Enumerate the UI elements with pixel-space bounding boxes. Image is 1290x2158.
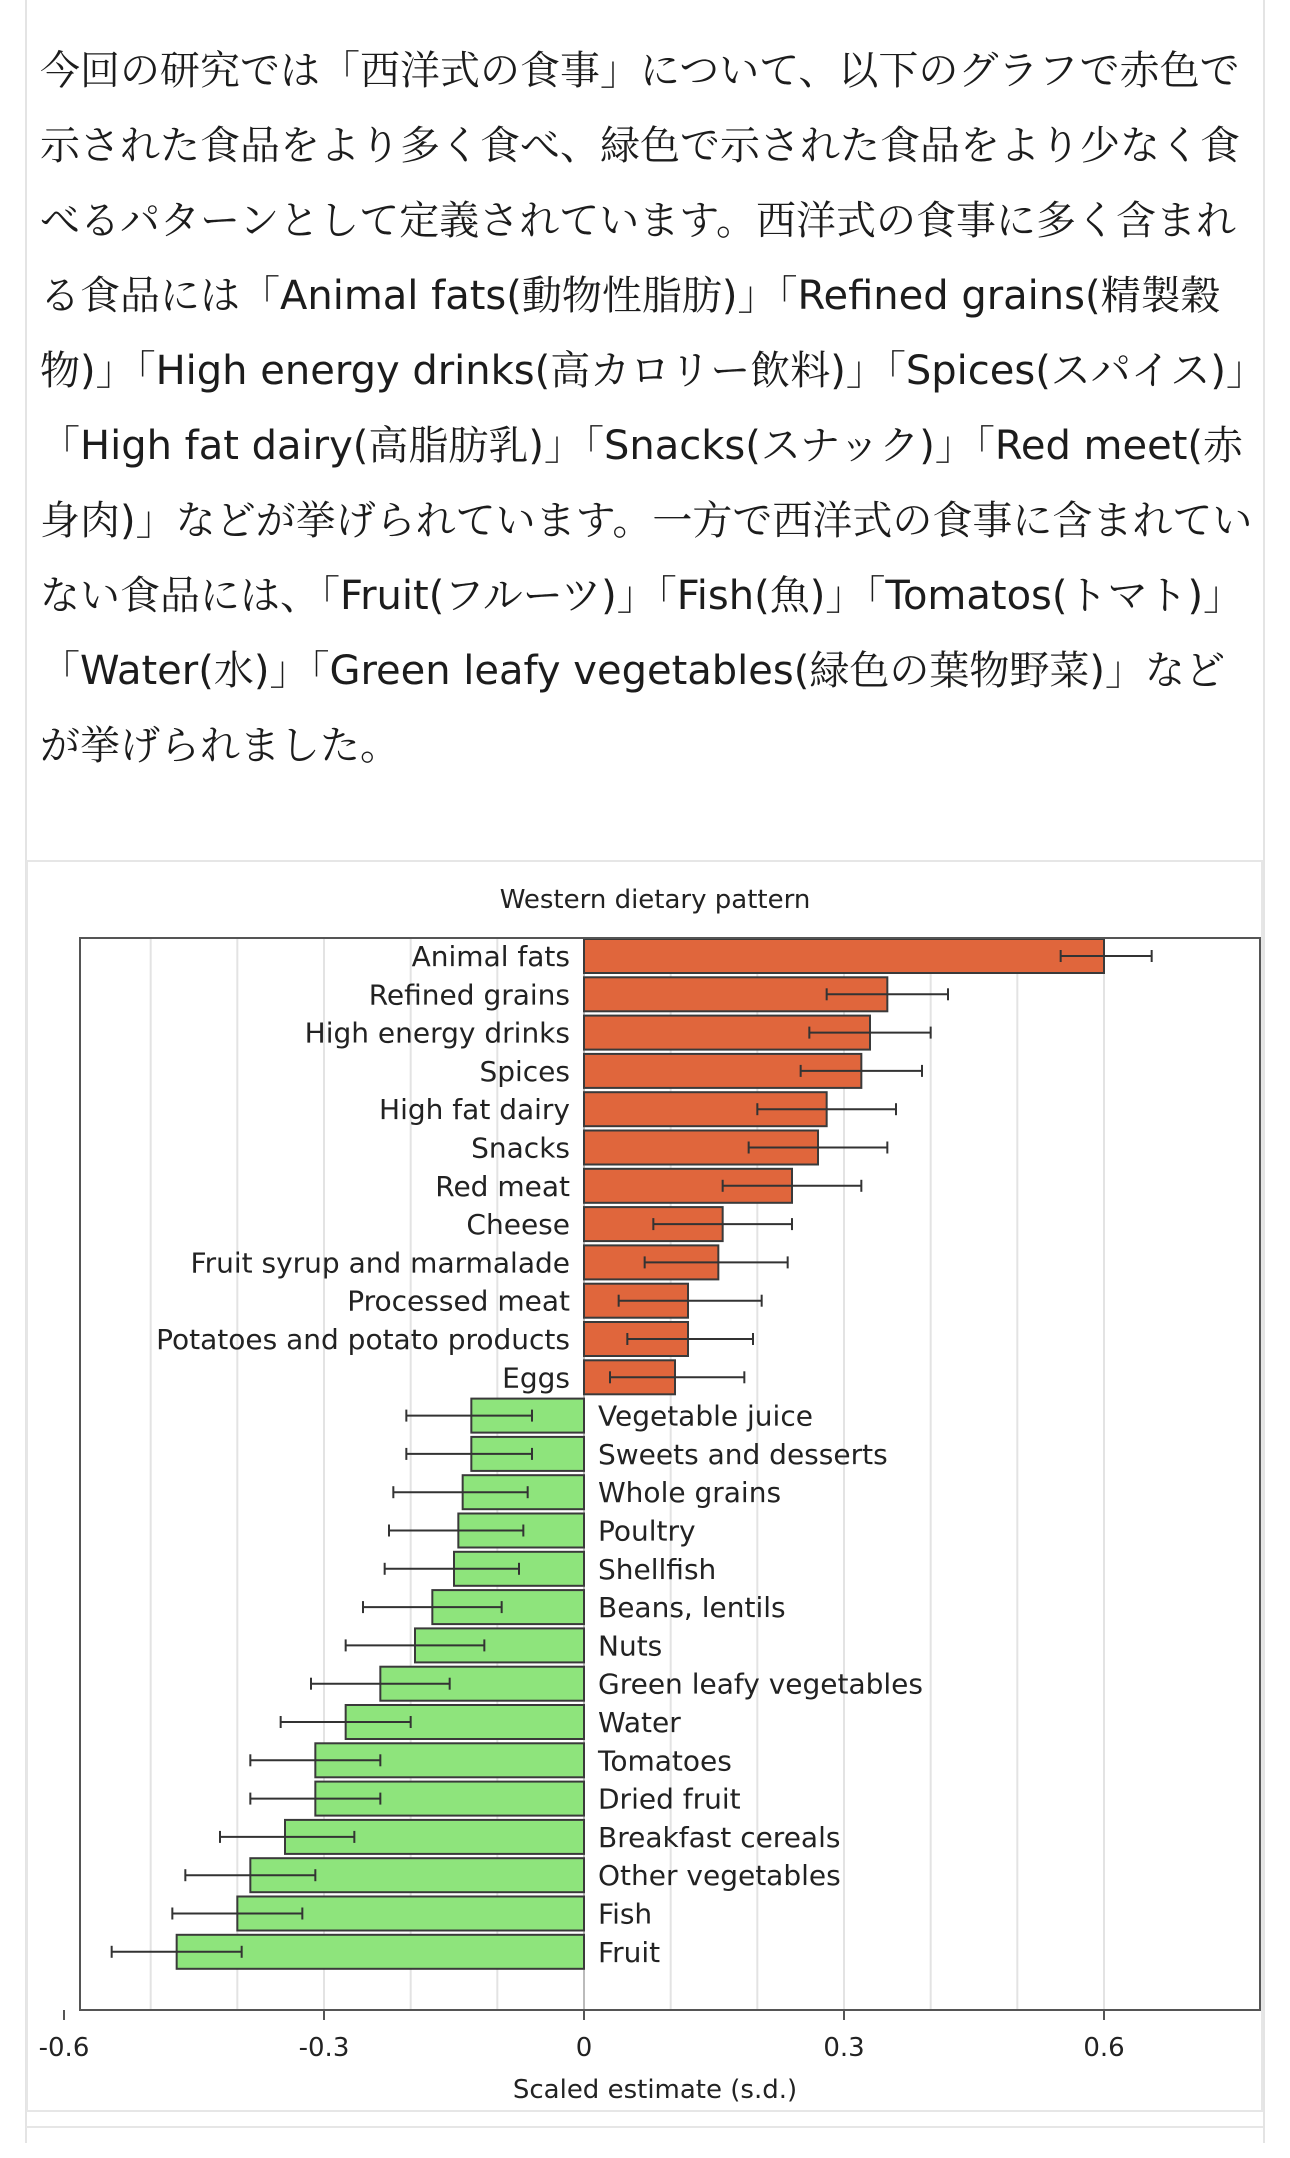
category-label: Whole grains — [598, 1476, 782, 1510]
x-tick-label: -0.3 — [298, 2033, 350, 2063]
x-axis-ticks — [39, 2010, 1260, 2063]
x-axis-label: Scaled estimate (s.d.) — [512, 2075, 798, 2105]
category-label: Eggs — [502, 1361, 570, 1395]
category-label: Cheese — [466, 1208, 570, 1242]
bar-positive — [584, 939, 1104, 973]
x-tick-label: 0.6 — [1083, 2033, 1125, 2063]
category-label: Tomatoes — [598, 1744, 732, 1778]
category-label: Beans, lentils — [598, 1591, 786, 1625]
category-label: Green leafy vegetables — [598, 1667, 923, 1701]
category-label: Dried fruit — [598, 1782, 741, 1816]
category-label: Shellfish — [598, 1552, 717, 1586]
bar-chart — [28, 862, 1261, 2110]
category-label: Other vegetables — [598, 1859, 841, 1893]
category-label: Poultry — [598, 1514, 696, 1548]
category-label: Refined grains — [368, 978, 570, 1012]
category-label: Animal fats — [411, 940, 570, 973]
category-label: Snacks — [471, 1131, 570, 1165]
x-tick-label: 0 — [575, 2033, 593, 2063]
category-label: Breakfast cereals — [598, 1820, 841, 1854]
chart-card — [26, 860, 1263, 2112]
category-label: Vegetable juice — [598, 1399, 813, 1433]
category-label: Potatoes and potato products — [156, 1323, 570, 1356]
category-label: Fish — [598, 1897, 653, 1931]
category-label: Processed meat — [347, 1284, 570, 1318]
category-label: High fat dairy — [379, 1093, 570, 1127]
x-tick-label: -0.6 — [38, 2033, 90, 2063]
category-label: Red meat — [435, 1169, 570, 1203]
category-label: Spices — [479, 1054, 570, 1088]
category-label: Fruit — [598, 1935, 661, 1969]
category-label: Water — [598, 1706, 681, 1739]
category-label: Fruit syrup and marmalade — [190, 1246, 570, 1280]
right-border — [1263, 0, 1265, 2143]
category-label: Sweets and desserts — [598, 1437, 888, 1471]
category-label: Nuts — [598, 1629, 663, 1663]
article-paragraph: 今回の研究では「西洋式の食事」について、以下のグラフで赤色で示された食品をより多く食べ、緑色で示された食品をより少なく食べるパターンとして定義されています。西洋式の食事に多く含まれる食品には「Animal fats(動物性脂肪)」「Refined grains(精製穀物)」「High energy drinks(高カロリー飲料)」「Spices(スパイス)」「High fat dairy(高脂肪乳)」「Snacks(スナック)」「Red meet(赤身肉)」などが挙げられています。一方で西洋式の食事に含まれていない食品には、「Fruit(フルーツ)」「Fish(魚)」「Tomatos(トマト)」「Water(水)」「Green leafy vegetables(緑色の葉物野菜)」などが挙げられました。 — [40, 48, 1253, 769]
x-tick-label: 0.3 — [823, 2033, 865, 2063]
next-card-edge — [26, 2126, 1263, 2158]
chart-title: Western dietary pattern — [499, 885, 811, 915]
category-label: High energy drinks — [304, 1016, 570, 1050]
